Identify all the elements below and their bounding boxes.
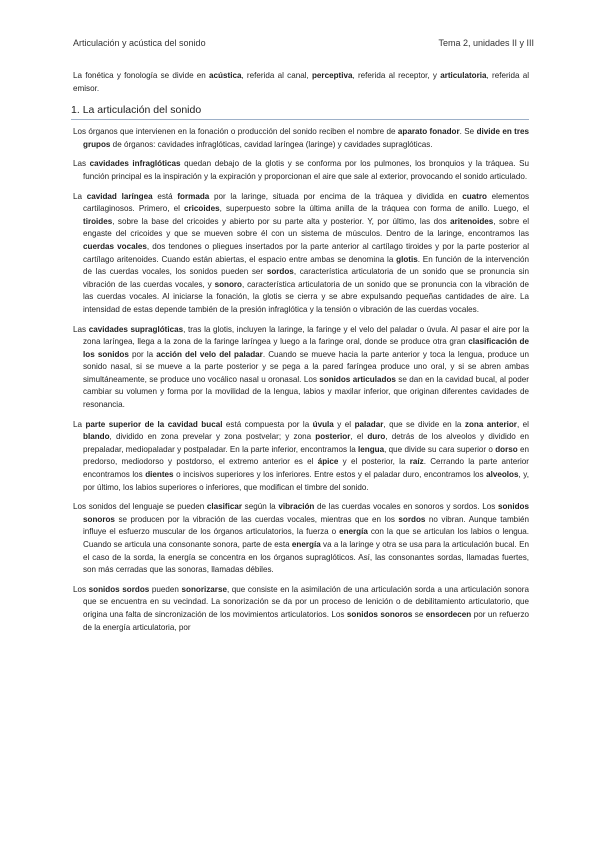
bold-term: duro [367, 432, 386, 442]
text-run: por la laringe, situada por encima de la tráquea y dividida en [209, 191, 463, 201]
bold-term: cavidades supraglóticas [88, 324, 184, 334]
bold-term: tiroides [83, 216, 113, 226]
bold-term: vibración [278, 502, 315, 512]
text-run: , sobre la base del cricoides y abierto por su parte alta y posterior. Y, por último, las dos [112, 216, 451, 226]
text-run: según la [242, 502, 279, 512]
bold-term: ápice [317, 457, 339, 467]
bold-term: articulatoria [440, 71, 487, 80]
text-run: , superpuesto sobre la última anilla de la tráquea con forma de anillo. Luego, el [219, 204, 529, 214]
text-run: está [152, 191, 178, 201]
text-run: , y, por último, los labios superiores o inferiores, que modifican el timbre del sonido. [83, 470, 529, 492]
text-run: . En función de la intervención de las cuerdas vocales, los sonidos pueden ser [83, 254, 529, 277]
bold-term: alveolos [486, 470, 519, 480]
paragraph-cavidades-infragloticas [73, 158, 529, 183]
text-run: , detrás de los alveolos y dividido en prepaladar, mediopaladar y postpaladar. En la parte inferior, encontramos la [83, 432, 530, 454]
section-number: 1. [71, 104, 80, 117]
text-run: Los [73, 584, 89, 594]
text-run: Los sonidos del lenguaje se pueden [73, 502, 207, 512]
text-run: Las [73, 324, 89, 334]
text-run: La [73, 191, 87, 201]
bold-term: sonidos articulados [319, 374, 396, 384]
text-run: y el [333, 419, 355, 429]
bold-term: sordos [398, 514, 426, 524]
text-run: , referida al emisor. [73, 71, 529, 93]
paragraph-sonorizacion [73, 584, 529, 634]
bold-term: sonidos sordos [88, 584, 150, 594]
text-run: , que divide su cara superior o [384, 444, 496, 454]
paragraph-cavidad-bucal [73, 419, 529, 495]
text-run: , que se divide en la [383, 419, 465, 429]
bold-term: sonidos sonoros [346, 609, 413, 619]
text-run: Los órganos que intervienen en la fonación o producción del sonido reciben el nombre de [73, 127, 398, 137]
text-run: pueden [149, 584, 182, 594]
bold-term: dientes [145, 470, 174, 480]
paragraph-aparato-fonador [73, 126, 529, 151]
paragraph-cavidad-laringea [73, 191, 529, 317]
text-run: o incisivos superiores y los inferiores. Entre estos y el paladar duro, encontramos los [173, 470, 487, 480]
bold-term: sordos [266, 267, 294, 277]
bold-term: cricoides [184, 204, 220, 214]
text-run: de órganos: cavidades infraglóticas, cavidad laríngea (laringe) y cavidades supraglóticas. [110, 139, 433, 149]
text-run: . Cerrando la parte anterior encontramos los [83, 457, 529, 480]
document-body [73, 70, 529, 641]
text-run: , dos tendones o pliegues insertados por la parte anterior al cartílago tiroides y por la parte posterior al cartílago aritenoides. Cuando están abiertas, el espacio entre ambas se denomina la [83, 241, 529, 264]
bold-term: cavidades infraglóticas [89, 159, 181, 169]
bold-term: aparato fonador [397, 127, 460, 137]
text-run: . Se [459, 127, 477, 137]
text-run: de las cuerdas vocales en sonoros y sordos. Los [314, 502, 498, 512]
bold-term: parte superior de la cavidad bucal [85, 419, 223, 429]
text-run: se [412, 609, 426, 619]
bold-term: dorso [495, 444, 518, 454]
text-run: . Cuando se mueve hacia la parte anterior y toca la lengua, produce un sonido nasal, si se mueve a la parte posterior y se pega a la pared faríngea produce uno oral, y si se abren ambas simultáneamente, se produce uno vocálico nasal u oronasal. Los [83, 349, 529, 384]
text-run: , que consiste en la asimilación de una articulación sorda a una articulación sonora que se encuentra en su vecindad. La sonorización se da por un proceso de lenición o de debilitamiento articulatorio, que origina una falta de sincronización de los movimientos articulatorios. Los [83, 584, 529, 619]
text-run: por un refuerzo de la energía articulatoria, por [83, 609, 529, 632]
bold-term: sonorizarse [181, 584, 227, 594]
page-header [73, 38, 534, 48]
text-run: , característica articulatoria de un sonido que se pronuncia sin vibración de las cuerdas vocales, y [83, 267, 529, 289]
bold-term: paladar [354, 419, 384, 429]
text-run: Las [73, 159, 90, 169]
bold-term: sonidos sonoros [83, 502, 529, 524]
bold-term: cavidad laríngea [86, 191, 153, 201]
header-left-title: Articulación y acústica del sonido [73, 38, 206, 48]
text-run: con la que se articulan los labios o lengua. Cuando se articula una consonante sonora, parte de esta [83, 527, 529, 549]
text-run: y el posterior, la [338, 457, 410, 467]
paragraph-clasificacion-vibracion [73, 501, 529, 577]
text-run: va a la laringe y otra se usa para la articulación bucal. En el caso de la sorda, la energía se concentra en los órganos supraglóticos. Así, las consonantes sordas, llamadas fuertes, son más cerradas que las sonoras, llamadas débiles. [83, 540, 529, 575]
text-run: La fonética y fonología se divide en [73, 71, 210, 80]
section-title-text: La articulación del sonido [82, 104, 202, 117]
bold-term: lengua [358, 444, 385, 454]
bold-term: zona anterior [464, 419, 517, 429]
text-run: en predorso, mediodorso y postdorso, el extremo anterior es el [83, 444, 529, 467]
text-run: quedan debajo de la glotis y se conforma por los pulmones, los bronquios y la tráquea. Su función principal es la inspiración y la expiración y proporcionan el aire que sale al exterior, provocando el sonido articulado. [83, 159, 529, 181]
bold-term: clasificar [206, 502, 242, 512]
intro-paragraph [73, 70, 529, 95]
bold-term: clasificación de los sonidos [83, 337, 529, 359]
bold-term: ensordecen [425, 609, 472, 619]
bold-term: energía [339, 527, 368, 537]
text-run: se producen por la vibración de las cuerdas vocales, mientras que en los [114, 514, 399, 524]
bold-term: glotis [396, 254, 418, 264]
bold-term: energía [291, 540, 321, 549]
text-run: elementos cartilaginosos. Primero, el [83, 191, 530, 214]
text-run: está compuesta por la [222, 419, 313, 429]
bold-term: acústica [209, 71, 242, 80]
bold-term: cuerdas vocales [83, 241, 147, 251]
paragraph-cavidades-supragloticas [73, 324, 529, 412]
text-run: , referida al receptor, y [352, 71, 441, 80]
bold-term: aritenoides [450, 216, 494, 226]
bold-term: cuatro [462, 191, 487, 201]
text-run: , sobre el engaste del cricoides y que se mueven sobre él con un sistema de músculos. Dentro de la laringe, encontramos las [83, 216, 530, 239]
text-run: se dan en la cavidad bucal, al poder cambiar su volumen y forma por la movilidad de la lengua, labios y maxilar inferior, que originan diferentes cavidades de resonancia. [83, 374, 529, 410]
section-heading [71, 103, 529, 120]
text-run: , dividido en zona prevelar y zona postvelar; y zona [109, 432, 316, 442]
bold-term: perceptiva [311, 71, 353, 80]
bold-term: úvula [312, 419, 334, 429]
text-run: , tras la glotis, incluyen la laringe, la faringe y el velo del paladar o úvula. Al pasar el aire por la zona laríngea, llega a la zona de la faringe laríngea y luego a la faringe oral, donde se produce otra gran [83, 324, 529, 347]
text-run: por la [128, 349, 157, 359]
bold-term: sonoro [214, 279, 242, 289]
bold-term: raíz [409, 457, 424, 467]
bold-term: formada [177, 191, 210, 201]
text-run: , el [516, 419, 529, 429]
header-right-title: Tema 2, unidades II y III [438, 38, 534, 48]
text-run: no vibran. Aunque también influye el esfuerzo muscular de los órganos articulatorios, la fuerza o [83, 514, 529, 537]
bold-term: blando [83, 432, 110, 442]
text-run: , referida al canal, [241, 71, 312, 80]
text-run: , característica articulatoria de un sonido que se pronuncia con la vibración de las cuerdas vocales. Al iniciarse la fonación, la glotis se cierra y se abre expulsando pequeñas cantidades de aire. La intensidad de estas depende también de la presión infraglótica y la tensión o vibración de las cuerdas vocales. [83, 279, 529, 314]
text-run: La [73, 419, 86, 429]
bold-term: posterior [315, 432, 351, 442]
bold-term: divide en tres grupos [83, 127, 529, 149]
text-run: , el [350, 432, 368, 442]
bold-term: acción del velo del paladar [156, 349, 263, 359]
